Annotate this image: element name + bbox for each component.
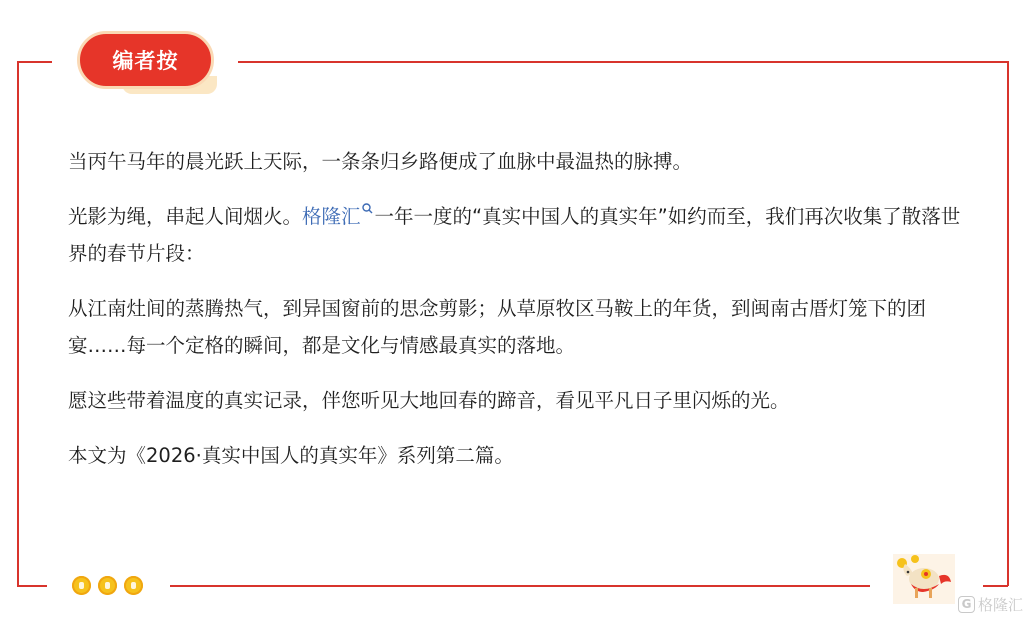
watermark-logo-icon: G — [958, 596, 975, 613]
frame-right — [1007, 61, 1009, 586]
coin-icon — [98, 576, 117, 595]
editor-note-badge — [77, 31, 214, 89]
coin-icon — [72, 576, 91, 595]
paragraph-2-rest: 一年一度的“真实中国人的真实年”如约而至，我们再次收集了散落世界的春节片段： — [68, 205, 961, 265]
editor-note-label: 编者按 — [112, 49, 179, 73]
frame-top-right — [238, 61, 1008, 63]
frame-bottom-left — [17, 585, 47, 587]
watermark-text: 格隆汇 — [978, 595, 1024, 614]
watermark — [958, 593, 1023, 615]
article-intro — [68, 143, 968, 492]
frame-top-left — [17, 61, 52, 63]
paragraph-3: 从江南灶间的蒸腾热气，到异国窗前的思念剪影；从草原牧区马鞍上的年货，到闽南古厝灯笼下的团宴……每一个定格的瞬间，都是文化与情感最真实的落地。 — [68, 297, 927, 357]
paragraph-2 — [68, 198, 968, 272]
paragraph-4: 愿这些带着温度的真实记录，伴您听见大地回春的蹄音，看见平凡日子里闪烁的光。 — [68, 389, 790, 412]
coin-icon — [124, 576, 143, 595]
paragraph-1: 当丙午马年的晨光跃上天际，一条条归乡路便成了血脉中最温热的脉搏。 — [68, 150, 693, 173]
frame-bottom-middle — [170, 585, 870, 587]
paragraph-5: 本文为《2026·真实中国人的真实年》系列第二篇。 — [68, 444, 514, 467]
search-icon[interactable] — [362, 189, 373, 226]
gelonghui-link[interactable]: 格隆汇 — [302, 205, 361, 228]
horse-icon — [893, 554, 955, 604]
coins-decoration — [70, 574, 150, 600]
frame-bottom-right — [983, 585, 1008, 587]
frame-left — [17, 61, 19, 586]
paragraph-2-lead: 光影为绳，串起人间烟火。 — [68, 205, 303, 228]
